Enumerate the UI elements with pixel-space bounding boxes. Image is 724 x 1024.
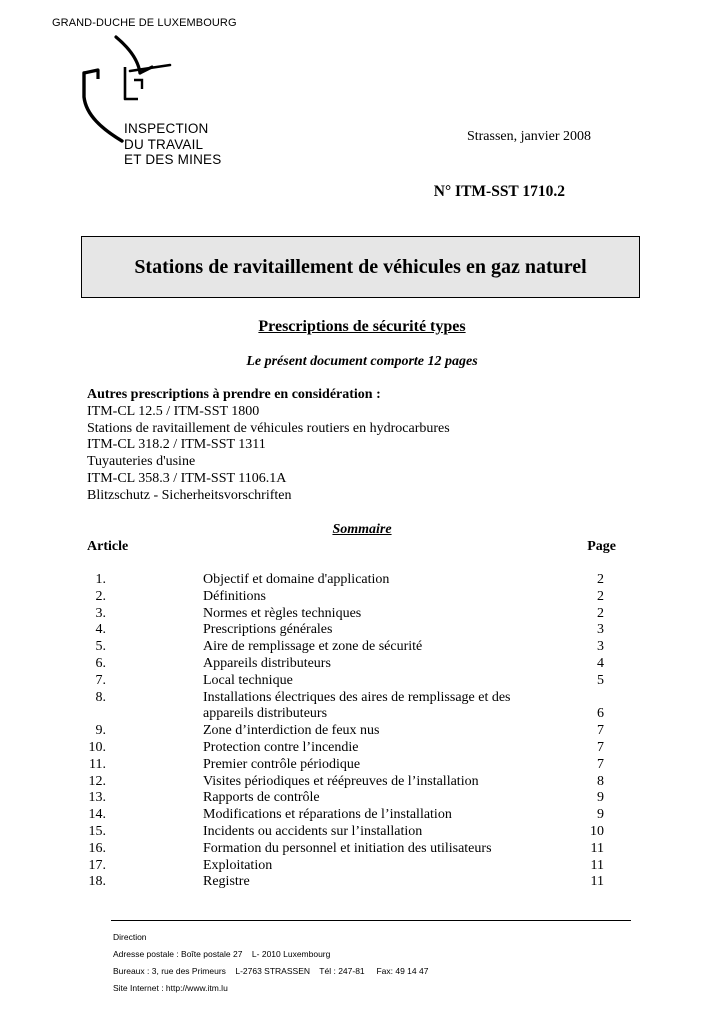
toc-row [0,824,724,841]
toc-title: Visites périodiques et réépreuves de l’installation [203,773,479,789]
toc-title: Prescriptions générales [203,622,333,638]
toc-page: 8 [597,773,604,789]
other-prescription-line: Tuyauteries d'usine [87,454,196,470]
footer [113,929,428,997]
toc-title: Incidents ou accidents sur l’installation [203,823,423,839]
toc-number: 5. [95,639,106,655]
document-number: N° ITM-SST 1710.2 [433,183,565,200]
toc-page: 11 [590,857,604,873]
logo-line-1: INSPECTION [124,121,209,136]
toc-title: Protection contre l’incendie [203,739,359,755]
toc-row [0,690,724,724]
toc-page: 10 [590,823,604,839]
toc-number: 10. [88,739,106,755]
toc-title: Définitions [203,588,266,604]
toc-page: 2 [597,588,604,604]
toc-page: 6 [597,706,604,722]
toc-number: 6. [95,655,106,671]
toc-number: 13. [88,790,106,806]
toc-number: 7. [95,672,106,688]
toc-title: Modifications et réparations de l’installation [203,807,452,823]
toc-number: 8. [95,689,106,705]
toc-number: 1. [95,572,106,587]
toc-page: 2 [597,572,604,587]
toc-number: 12. [88,773,106,789]
toc-page: 7 [597,739,604,755]
other-prescriptions-heading: Autres prescriptions à prendre en considération : [87,387,381,402]
summary-col-page: Page [587,539,616,554]
toc-number: 4. [95,622,106,638]
toc-number: 15. [88,823,106,839]
toc-page: 5 [597,672,604,688]
toc-title: Formation du personnel et initiation des utilisateurs [203,840,492,856]
toc-row [0,572,724,589]
toc-row [0,606,724,623]
table-of-contents [0,572,724,891]
toc-page: 9 [597,790,604,806]
other-prescription-line: ITM-CL 318.2 / ITM-SST 1311 [87,437,266,453]
toc-page: 11 [590,840,604,856]
toc-row [0,774,724,791]
footer-offices: Bureaux : 3, rue des Primeurs L-2763 STRASSEN Tél : 247-81 Fax: 49 14 47 [113,966,429,976]
summary-heading: Sommaire [332,522,392,537]
toc-page: 2 [597,605,604,621]
footer-website: Site Internet : http://www.itm.lu [113,983,228,993]
footer-postal-address: Adresse postale : Boîte postale 27 L- 2010 Luxembourg [113,949,331,959]
title-box [81,236,640,298]
toc-number: 17. [88,857,106,873]
other-prescriptions [87,387,450,505]
toc-row [0,673,724,690]
toc-page: 3 [597,639,604,655]
toc-row [0,723,724,740]
toc-row [0,858,724,875]
document-subtitle: Prescriptions de sécurité types [258,318,466,335]
other-prescription-line: ITM-CL 12.5 / ITM-SST 1800 [87,403,260,419]
footer-direction: Direction [113,932,147,942]
toc-number: 9. [95,723,106,739]
toc-number: 2. [95,588,106,604]
toc-row [0,807,724,824]
toc-title: Premier contrôle périodique [203,756,361,772]
summary-col-article: Article [87,539,129,554]
other-prescription-line: Blitzschutz - Sicherheitsvorschriften [87,487,292,503]
toc-page: 11 [590,874,604,890]
document-date: Strassen, janvier 2008 [466,129,591,144]
toc-row [0,622,724,639]
toc-page: 7 [597,756,604,772]
toc-title: Local technique [203,672,293,688]
toc-page: 7 [597,723,604,739]
pages-note: Le présent document comporte 12 pages [246,354,478,369]
footer-divider [111,920,631,921]
toc-title: Installations électriques des aires de remplissage et des appareils distributeurs [203,689,511,722]
toc-page: 4 [597,655,604,671]
toc-row [0,790,724,807]
toc-row [0,757,724,774]
toc-number: 14. [88,807,106,823]
toc-page: 3 [597,622,604,638]
other-prescription-line: ITM-CL 358.3 / ITM-SST 1106.1A [87,470,287,486]
toc-title: Normes et règles techniques [203,605,362,621]
other-prescription-line: Stations de ravitaillement de véhicules routiers en hydrocarbures [87,420,450,436]
toc-number: 18. [88,874,106,890]
toc-number: 3. [95,605,106,621]
toc-row [0,874,724,891]
country-label: GRAND-DUCHE DE LUXEMBOURG [52,17,237,29]
toc-number: 16. [88,840,106,856]
toc-title: Appareils distributeurs [203,655,331,671]
toc-title: Registre [203,874,250,890]
toc-row [0,589,724,606]
itm-logo-text [124,121,221,168]
toc-row [0,656,724,673]
toc-title: Aire de remplissage et zone de sécurité [203,639,423,655]
toc-title: Rapports de contrôle [203,790,320,806]
toc-row [0,639,724,656]
toc-title: Objectif et domaine d'application [203,572,390,587]
logo-line-3: ET DES MINES [124,152,222,167]
toc-title: Exploitation [203,857,273,873]
toc-title: Zone d’interdiction de feux nus [203,723,380,739]
toc-number: 11. [89,756,106,772]
document-title: Stations de ravitaillement de véhicules en gaz naturel [134,255,587,278]
toc-row [0,740,724,757]
toc-row [0,841,724,858]
toc-page: 9 [597,807,604,823]
logo-line-2: DU TRAVAIL [124,136,204,152]
